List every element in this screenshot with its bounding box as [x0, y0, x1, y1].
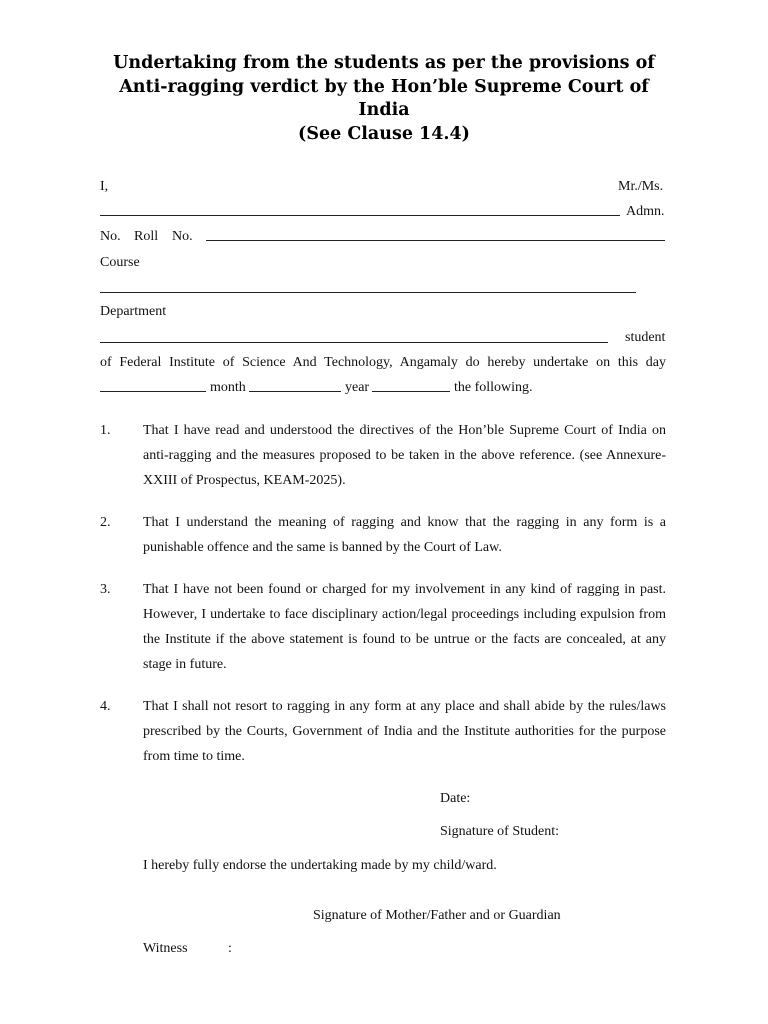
- document-title: [100, 52, 668, 146]
- item-text: That I have read and understood the directives of the Hon’ble Supreme Court of India on anti-ragging and the measures proposed to be taken in the above reference. (see Annexure-XXIII of Prospectus, KEAM-2025).: [143, 423, 666, 488]
- item-number: 4.: [100, 699, 111, 714]
- institute-line: of Federal Institute of Science And Technology, Angamaly do hereby undertake on this day: [100, 355, 666, 370]
- i-label: I,: [100, 179, 109, 194]
- roll-no-label: No.: [172, 229, 193, 244]
- item-number: 2.: [100, 515, 111, 530]
- name-field-line[interactable]: [100, 201, 620, 216]
- witness-colon: :: [228, 941, 232, 956]
- title-line-2: Anti-ragging verdict by the Hon’ble Supreme Court of: [119, 76, 649, 97]
- course-field-line[interactable]: [100, 278, 636, 293]
- course-label: Course: [100, 255, 140, 270]
- department-label: Department: [100, 304, 167, 319]
- date-label: Date:: [440, 791, 471, 806]
- year-field-line[interactable]: [372, 377, 450, 392]
- department-field-line[interactable]: [100, 328, 608, 343]
- following-label: the following.: [454, 380, 533, 395]
- title-clause: (See Clause 14.4): [298, 123, 470, 144]
- item-number: 1.: [100, 423, 111, 438]
- item-text: That I shall not resort to ragging in any form at any place and shall abide by the rules/laws prescribed by the Courts, Government of India and the Institute authorities for the purpose from time to time.: [143, 699, 666, 764]
- mrms-label: Mr./Ms.: [618, 179, 664, 194]
- guardian-signature-label: Signature of Mother/Father and or Guardian: [313, 908, 561, 923]
- roll-label: Roll: [134, 229, 159, 244]
- item-text: That I understand the meaning of ragging and know that the ragging in any form is a punishable offence and the same is banned by the Court of Law.: [143, 515, 666, 555]
- item-text: That I have not been found or charged for my involvement in any kind of ragging in past. However, I undertake to face disciplinary action/legal proceedings including expulsion from the Institute if the above statement is found to be untrue or the facts are concealed, at any stage in future.: [143, 582, 666, 672]
- no-label: No.: [100, 229, 121, 244]
- title-line-3: India: [358, 100, 410, 120]
- month-label: month: [210, 380, 246, 395]
- student-label: student: [625, 330, 666, 345]
- day-field-line[interactable]: [100, 377, 206, 392]
- title-line-1: Undertaking from the students as per the provisions of: [113, 53, 655, 73]
- month-field-line[interactable]: [249, 377, 341, 392]
- student-signature-label: Signature of Student:: [440, 824, 559, 839]
- admn-roll-number-field-line[interactable]: [206, 226, 665, 241]
- endorsement-text: I hereby fully endorse the undertaking made by my child/ward.: [143, 858, 497, 873]
- witness-label: Witness: [143, 941, 188, 956]
- year-label: year: [345, 380, 370, 395]
- admn-label: Admn.: [626, 204, 665, 219]
- item-number: 3.: [100, 582, 111, 597]
